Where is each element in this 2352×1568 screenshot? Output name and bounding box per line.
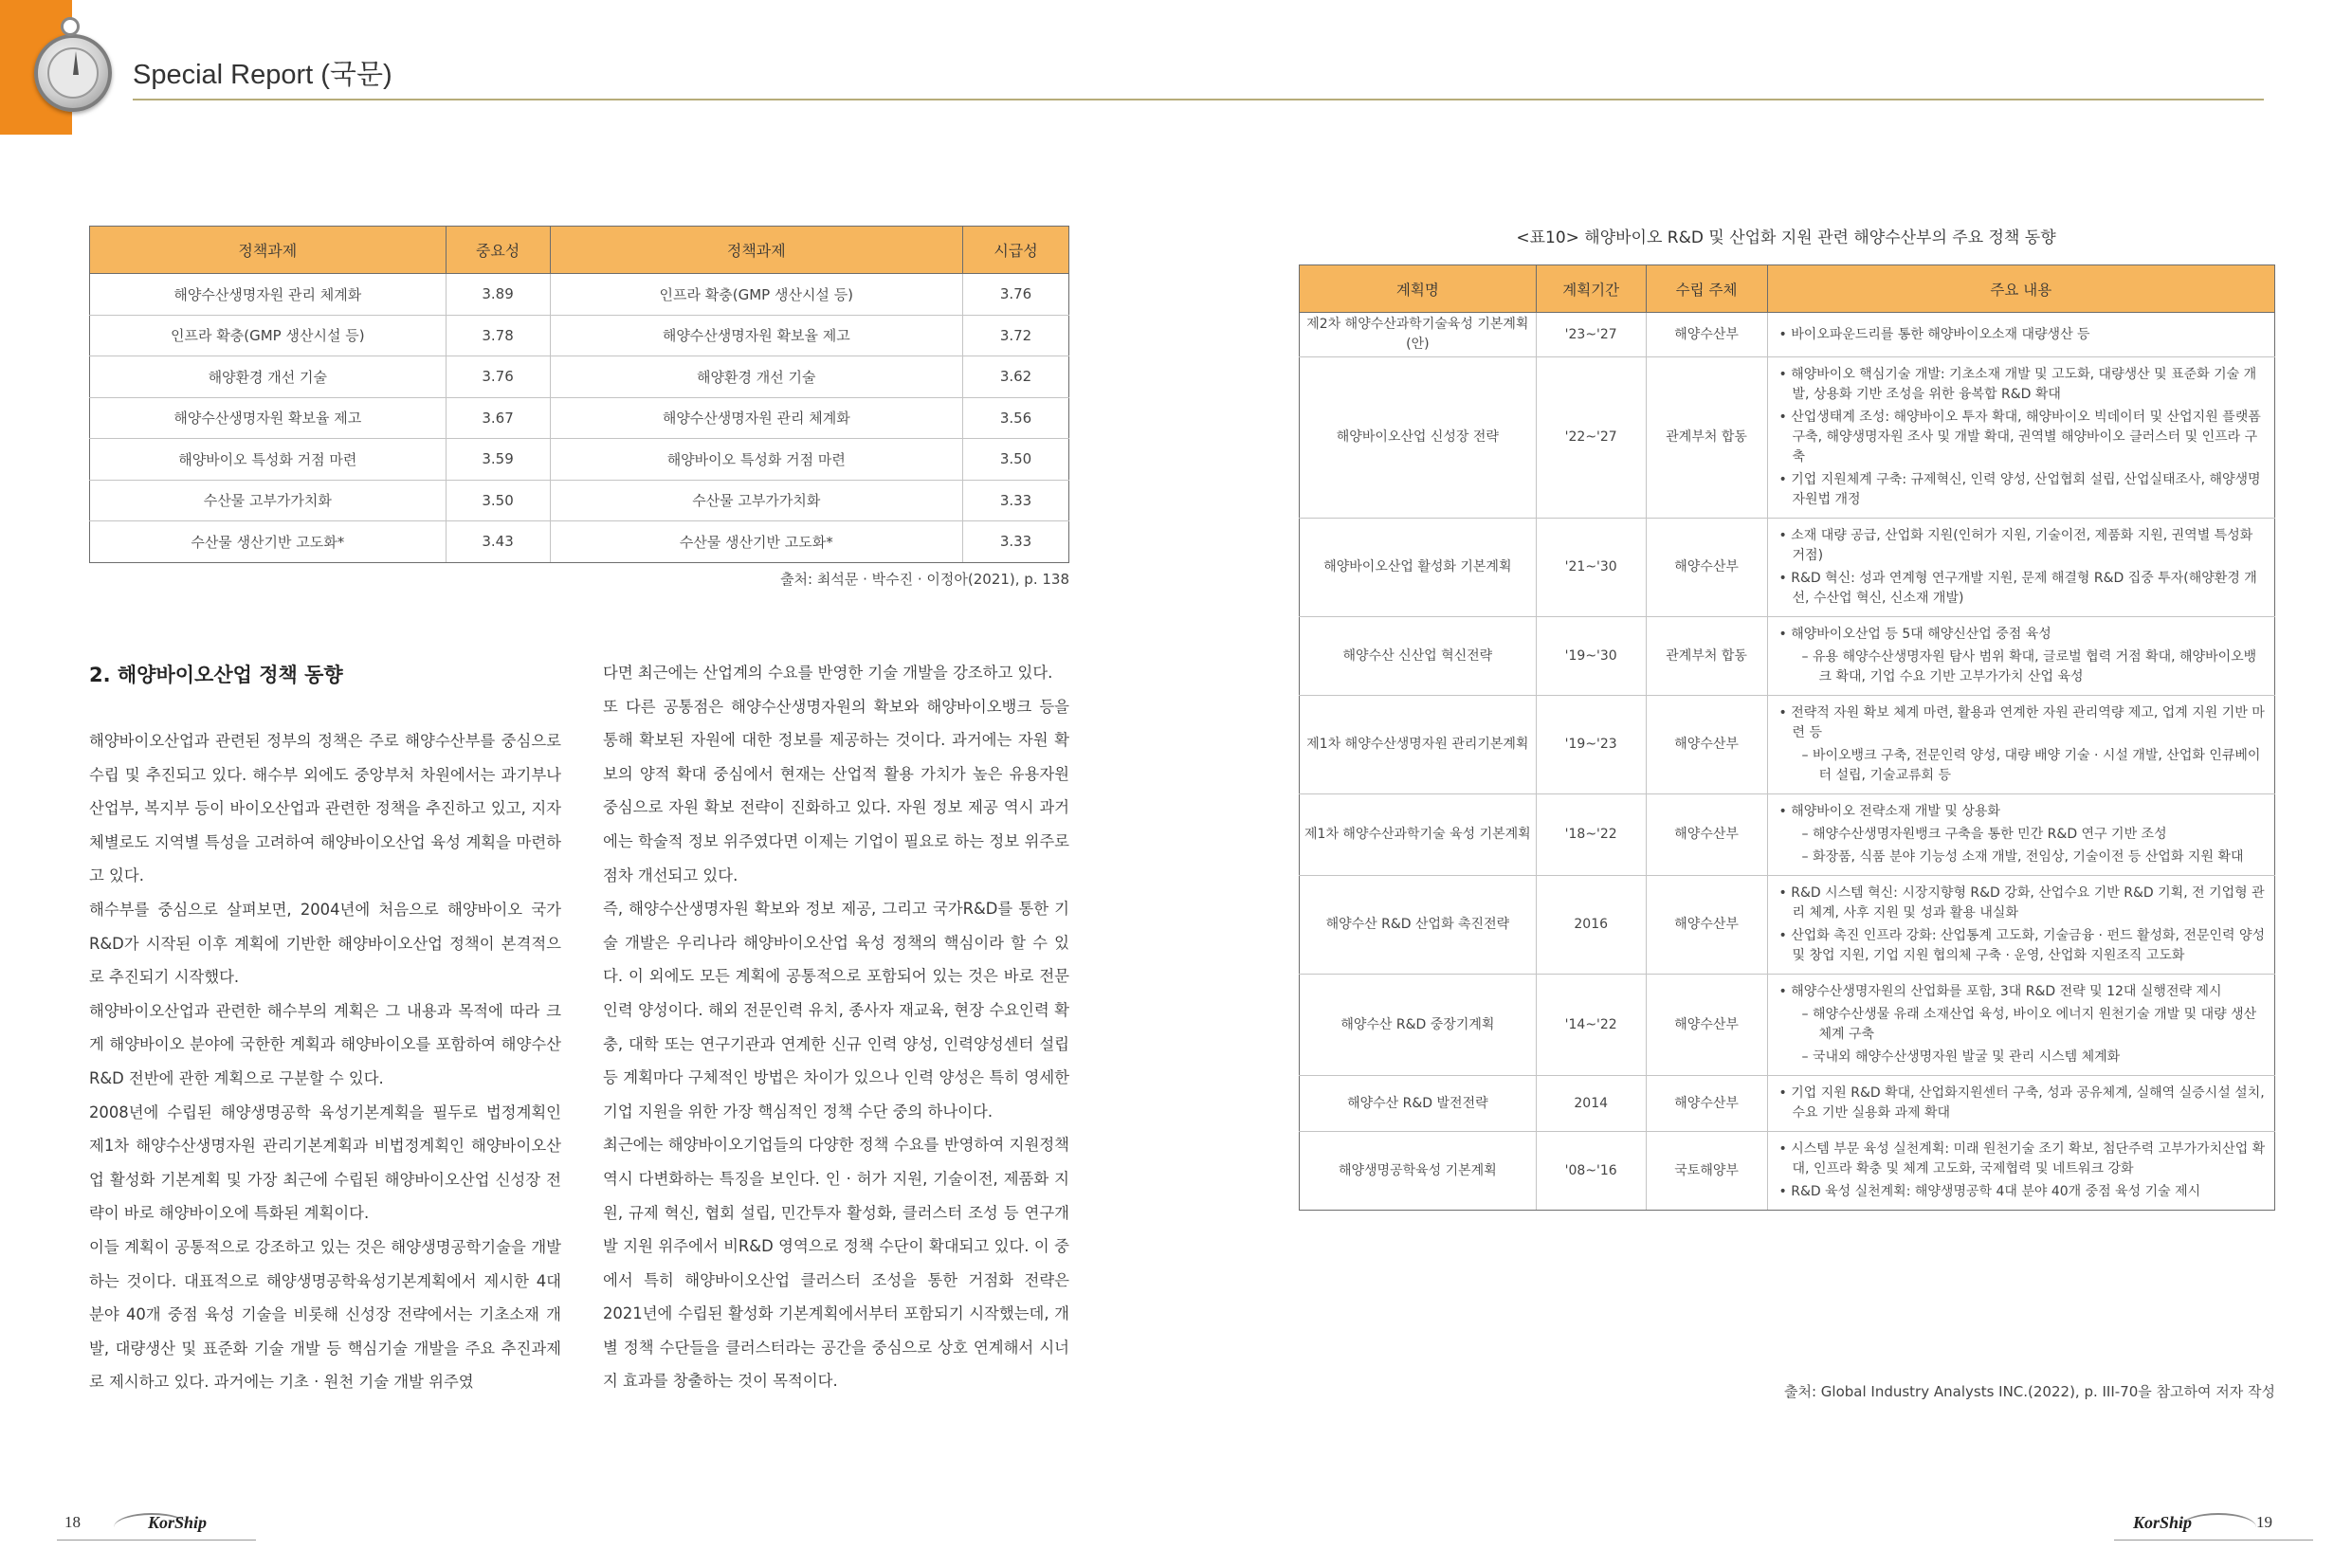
report-title: Special Report (국문) [133, 60, 392, 90]
table-row [90, 356, 1069, 398]
plan-period-cell: '22~'27 [1536, 357, 1646, 519]
bullet-item: • 소재 대량 공급, 산업화 지원(인허가 지원, 기술이전, 제품화 지원, 권역별 특성화 거점) [1779, 526, 2267, 566]
plan-name-cell: 해양수산 신산업 혁신전략 [1300, 617, 1537, 696]
bullet-item: • 기업 지원체계 구축: 규제혁신, 인력 양성, 산업협회 설립, 산업실태조사, 해양생명자원법 개정 [1779, 470, 2267, 510]
table-cell: 해양바이오 특성화 거점 마련 [550, 439, 963, 481]
bullet-item: • 해양바이오산업 등 5대 해양신산업 중점 육성 [1779, 625, 2267, 645]
table-row [1300, 794, 2275, 876]
table-cell: 해양환경 개선 기술 [550, 356, 963, 398]
table-row [1300, 1132, 2275, 1211]
body-column-left [89, 724, 561, 1399]
plan-period-cell: '14~'22 [1536, 975, 1646, 1076]
compass-ring-icon [61, 17, 80, 36]
table-row [90, 480, 1069, 521]
table-row [1300, 617, 2275, 696]
bullet-item: • 기업 지원 R&D 확대, 산업화지원센터 구축, 성과 공유체계, 실해역 실증시설 설치, 수요 기반 실용화 과제 확대 [1779, 1084, 2267, 1123]
plan-agency-cell: 해양수산부 [1646, 975, 1767, 1076]
table-header-cell: 시급성 [963, 227, 1069, 274]
plan-agency-cell: 해양수산부 [1646, 876, 1767, 975]
dash-item: – 화장품, 식품 분야 기능성 소재 개발, 전임상, 기술이전 등 산업화 지원 확대 [1779, 848, 2267, 867]
plan-content-cell [1767, 1076, 2274, 1132]
paragraph: 이들 계획이 공통적으로 강조하고 있는 것은 해양생명공학기술을 개발하는 것이다. 대표적으로 해양생명공학육성기본계획에서 제시한 4대 분야 40개 중점 육성 기술을 비롯해 신성장 전략에서는 기초소재 개발, 대량생산 및 표준화 기술 개발 등 핵심기술 개발을 주요 추진과제로 제시하고 있다. 과거에는 기초 · 원천 기술 개발 위주였 [89, 1237, 561, 1392]
table-header-cell: 계획명 [1300, 265, 1537, 313]
table-row [1300, 696, 2275, 794]
dash-item: – 유용 해양수산생명자원 탐사 범위 확대, 글로벌 협력 거점 확대, 해양바이오뱅크 확대, 기업 수요 기반 고부가가치 산업 육성 [1779, 647, 2267, 687]
table-header-cell: 중요성 [446, 227, 550, 274]
bullet-item: • 산업생태계 조성: 해양바이오 투자 확대, 해양바이오 빅데이터 및 산업지원 플랫폼 구축, 해양생명자원 조사 및 개발 확대, 권역별 해양바이오 클러스터 및 인프라 구축 [1779, 408, 2267, 467]
bullet-item: • 바이오파운드리를 통한 해양바이오소재 대량생산 등 [1779, 325, 2267, 345]
bullet-item: • 해양바이오 전략소재 개발 및 상용화 [1779, 802, 2267, 822]
plan-period-cell: '21~'30 [1536, 519, 1646, 617]
plan-agency-cell: 관계부처 합동 [1646, 357, 1767, 519]
paragraph: 해수부를 중심으로 살펴보면, 2004년에 처음으로 해양바이오 국가 R&D가 시작된 이후 계획에 기반한 해양바이오산업 정책이 본격적으로 추진되기 시작했다. [89, 900, 561, 987]
table-cell: 3.76 [446, 356, 550, 398]
table-cell: 3.67 [446, 397, 550, 439]
table-header-cell: 주요 내용 [1767, 265, 2274, 313]
plan-name-cell: 제2차 해양수산과학기술육성 기본계획(안) [1300, 313, 1537, 357]
table-row [90, 439, 1069, 481]
plan-name-cell: 해양수산 R&D 산업화 촉진전략 [1300, 876, 1537, 975]
paragraph: 즉, 해양수산생명자원 확보와 정보 제공, 그리고 국가R&D를 통한 기술 개발은 우리나라 해양바이오산업 육성 정책의 핵심이라 할 수 있다. 이 외에도 모든 계획에 공통적으로 포함되어 있는 것은 바로 전문인력 양성이다. 해외 전문인력 유치, 종사자 재교육, 현장 수요인력 확충, 대학 또는 연구기관과 연계한 신규 인력 양성, 인력양성센터 설립 등 계획마다 구체적인 방법은 차이가 있으나 인력 양성은 특히 영세한 기업 지원을 위한 가장 핵심적인 정책 수단 중의 하나이다. [603, 900, 1069, 1121]
priority-table [89, 226, 1069, 563]
bullet-item: • 전략적 자원 확보 체계 마련, 활용과 연계한 자원 관리역량 제고, 업계 지원 기반 마련 등 [1779, 703, 2267, 743]
table-row [1300, 876, 2275, 975]
table-cell: 해양수산생명자원 관리 체계화 [90, 274, 447, 316]
bullet-item: • R&D 혁신: 성과 연계형 연구개발 지원, 문제 해결형 R&D 집중 투자(해양환경 개선, 수산업 혁신, 신소재 개발) [1779, 569, 2267, 609]
table-cell: 3.43 [446, 521, 550, 563]
bullet-item: • R&D 시스템 혁신: 시장지향형 R&D 강화, 산업수요 기반 R&D 기획, 전 기업형 관리 체계, 사후 지원 및 성과 활용 내실화 [1779, 884, 2267, 923]
plan-agency-cell: 해양수산부 [1646, 794, 1767, 876]
table-cell: 수산물 고부가가치화 [90, 480, 447, 521]
plan-agency-cell: 해양수산부 [1646, 313, 1767, 357]
plan-agency-cell: 관계부처 합동 [1646, 617, 1767, 696]
table-cell: 해양수산생명자원 확보율 제고 [90, 397, 447, 439]
paragraph: 다면 최근에는 산업계의 수요를 반영한 기술 개발을 강조하고 있다. [603, 664, 1053, 682]
table-cell: 3.62 [963, 356, 1069, 398]
table-cell: 3.50 [963, 439, 1069, 481]
korship-logo-right: KorShip [2133, 1513, 2193, 1532]
table-cell: 3.89 [446, 274, 550, 316]
plan-agency-cell: 해양수산부 [1646, 696, 1767, 794]
paragraph: 2008년에 수립된 해양생명공학 육성기본계획을 필두로 법정계획인 제1차 해양수산생명자원 관리기본계획과 비법정계획인 해양바이오산업 활성화 기본계획 및 가장 최근에 수립된 해양바이오산업 신성장 전략이 바로 해양바이오에 특화된 계획이다. [89, 1103, 561, 1223]
plan-content-cell [1767, 975, 2274, 1076]
table-cell: 3.72 [963, 315, 1069, 356]
bullet-item: • 산업화 촉진 인프라 강화: 산업통계 고도화, 기술금융 · 펀드 활성화, 전문인력 양성 및 창업 지원, 기업 지원 협의체 구축 · 운영, 산업화 지원조직 고도화 [1779, 926, 2267, 966]
plan-name-cell: 제1차 해양수산과학기술 육성 기본계획 [1300, 794, 1537, 876]
plan-period-cell: '23~'27 [1536, 313, 1646, 357]
table-row [1300, 519, 2275, 617]
table-row [1300, 313, 2275, 357]
plan-content-cell [1767, 617, 2274, 696]
table-cell: 해양환경 개선 기술 [90, 356, 447, 398]
plan-period-cell: '19~'30 [1536, 617, 1646, 696]
table-cell: 3.50 [446, 480, 550, 521]
table-cell: 수산물 고부가가치화 [550, 480, 963, 521]
plan-content-cell [1767, 313, 2274, 357]
dash-item: – 해양수산생명자원뱅크 구축을 통한 민간 R&D 연구 기반 조성 [1779, 825, 2267, 845]
table-row [1300, 357, 2275, 519]
policy-table-caption: <표10> 해양바이오 R&D 및 산업화 지원 관련 해양수산부의 주요 정책 동향 [1516, 228, 2056, 247]
table-cell: 수산물 생산기반 고도화* [550, 521, 963, 563]
table-cell: 3.78 [446, 315, 550, 356]
table-cell: 3.59 [446, 439, 550, 481]
plan-content-cell [1767, 876, 2274, 975]
plan-agency-cell: 국토해양부 [1646, 1132, 1767, 1211]
plan-period-cell: '19~'23 [1536, 696, 1646, 794]
plan-name-cell: 해양수산 R&D 발전전략 [1300, 1076, 1537, 1132]
plan-name-cell: 해양바이오산업 신성장 전략 [1300, 357, 1537, 519]
bullet-item: • R&D 육성 실천계획: 해양생명공학 4대 분야 40개 중점 육성 기술 제시 [1779, 1182, 2267, 1202]
table-cell: 해양수산생명자원 확보율 제고 [550, 315, 963, 356]
table-row [90, 397, 1069, 439]
plan-period-cell: 2014 [1536, 1076, 1646, 1132]
paragraph: 해양바이오산업과 관련한 해수부의 계획은 그 내용과 목적에 따라 크게 해양바이오 분야에 국한한 계획과 해양바이오를 포함하여 해양수산 R&D 전반에 관한 계획으로 구분할 수 있다. [89, 1001, 561, 1087]
priority-table-body [90, 274, 1069, 563]
bullet-item: • 해양바이오 핵심기술 개발: 기초소재 개발 및 고도화, 대량생산 및 표준화 기술 개발, 상용화 기반 조성을 위한 융복합 R&D 확대 [1779, 365, 2267, 405]
compass-icon [34, 34, 112, 112]
table-cell: 3.56 [963, 397, 1069, 439]
table-cell: 인프라 확충(GMP 생산시설 등) [550, 274, 963, 316]
table-cell: 해양수산생명자원 관리 체계화 [550, 397, 963, 439]
table-row [1300, 1076, 2275, 1132]
table-row [90, 274, 1069, 316]
plan-name-cell: 해양수산 R&D 중장기계획 [1300, 975, 1537, 1076]
plan-name-cell: 제1차 해양수산생명자원 관리기본계획 [1300, 696, 1537, 794]
policy-table-header [1300, 265, 2275, 313]
plan-content-cell [1767, 1132, 2274, 1211]
plan-period-cell: 2016 [1536, 876, 1646, 975]
paragraph: 또 다른 공통점은 해양수산생명자원의 확보와 해양바이오뱅크 등을 통해 확보된 자원에 대한 정보를 제공하는 것이다. 과거에는 자원 확보의 양적 확대 중심에서 현재는 산업적 활용 가치가 높은 유용자원 중심으로 자원 확보 전략이 진화하고 있다. 자원 정보 제공 역시 과거에는 학술적 정보 위주였다면 이제는 기업이 필요로 하는 정보 위주로 점차 개선되고 있다. [603, 697, 1069, 884]
dash-item: – 해양수산생물 유래 소재산업 육성, 바이오 에너지 원천기술 개발 및 대량 생산체계 구축 [1779, 1005, 2267, 1045]
footer-left [57, 1507, 256, 1545]
table-header-cell: 정책과제 [550, 227, 963, 274]
table-cell: 해양바이오 특성화 거점 마련 [90, 439, 447, 481]
table-row [90, 521, 1069, 563]
priority-table-header [90, 227, 1069, 274]
plan-content-cell [1767, 794, 2274, 876]
table-cell: 3.76 [963, 274, 1069, 316]
table-header-cell: 계획기간 [1536, 265, 1646, 313]
table-row [90, 315, 1069, 356]
section-title: 2. 해양바이오산업 정책 동향 [89, 664, 343, 686]
plan-content-cell [1767, 357, 2274, 519]
bullet-item: • 해양수산생명자원의 산업화를 포함, 3대 R&D 전략 및 12대 실행전략 제시 [1779, 982, 2267, 1002]
table-header-cell: 수립 주체 [1646, 265, 1767, 313]
table-cell: 수산물 생산기반 고도화* [90, 521, 447, 563]
plan-period-cell: '08~'16 [1536, 1132, 1646, 1211]
table-header-cell: 정책과제 [90, 227, 447, 274]
policy-table [1299, 264, 2275, 1211]
plan-agency-cell: 해양수산부 [1646, 1076, 1767, 1132]
table-cell: 3.33 [963, 480, 1069, 521]
plan-agency-cell: 해양수산부 [1646, 519, 1767, 617]
body-column-middle [603, 656, 1069, 1398]
table-cell: 3.33 [963, 521, 1069, 563]
bullet-item: • 시스템 부문 육성 실천계획: 미래 원천기술 조기 확보, 첨단주력 고부가가치산업 확대, 인프라 확충 및 체계 고도화, 국제협력 및 네트워크 강화 [1779, 1140, 2267, 1179]
page-number-left: 18 [64, 1513, 81, 1531]
plan-content-cell [1767, 696, 2274, 794]
table-row [1300, 975, 2275, 1076]
dash-item: – 국내외 해양수산생명자원 발굴 및 관리 시스템 체계화 [1779, 1048, 2267, 1067]
plan-period-cell: '18~'22 [1536, 794, 1646, 876]
footer-right [2114, 1507, 2313, 1545]
dash-item: – 바이오뱅크 구축, 전문인력 양성, 대량 배양 기술 · 시설 개발, 산업화 인큐베이터 설립, 기술교류회 등 [1779, 746, 2267, 786]
table-cell: 인프라 확충(GMP 생산시설 등) [90, 315, 447, 356]
policy-table-source: 출처: Global Industry Analysts INC.(2022), p. III-70을 참고하여 저자 작성 [1783, 1383, 2275, 1400]
korship-logo-left: KorShip [148, 1513, 208, 1532]
page-number-right: 19 [2256, 1513, 2272, 1531]
plan-content-cell [1767, 519, 2274, 617]
policy-table-body [1300, 313, 2275, 1211]
priority-table-source: 출처: 최석문 · 박수진 · 이정아(2021), p. 138 [780, 571, 1069, 588]
plan-name-cell: 해양바이오산업 활성화 기본계획 [1300, 519, 1537, 617]
header-divider [133, 99, 2264, 100]
paragraph: 최근에는 해양바이오기업들의 다양한 정책 수요를 반영하여 지원정책 역시 다변화하는 특징을 보인다. 인 · 허가 지원, 기술이전, 제품화 지원, 규제 혁신, 협회 설립, 민간투자 활성화, 클러스터 조성 등 연구개발 지원 위주에서 비R&D 영역으로 정책 수단이 확대되고 있다. 이 중에서 특히 해양바이오산업 클러스터 조성을 통한 거점화 전략은 2021년에 수립된 활성화 기본계획에서부터 포함되기 시작했는데, 개별 정책 수단들을 클러스터라는 공간을 중심으로 상호 연계해서 시너지 효과를 창출하는 것이 목적이다. [603, 1136, 1069, 1391]
paragraph: 해양바이오산업과 관련된 정부의 정책은 주로 해양수산부를 중심으로 수립 및 추진되고 있다. 해수부 외에도 중앙부처 차원에서는 과기부나 산업부, 복지부 등이 바이오산업과 관련한 정책을 추진하고 있고, 지자체별로도 지역별 특성을 고려하여 해양바이오산업 육성 계획을 마련하고 있다. [89, 732, 561, 885]
plan-name-cell: 해양생명공학육성 기본계획 [1300, 1132, 1537, 1211]
